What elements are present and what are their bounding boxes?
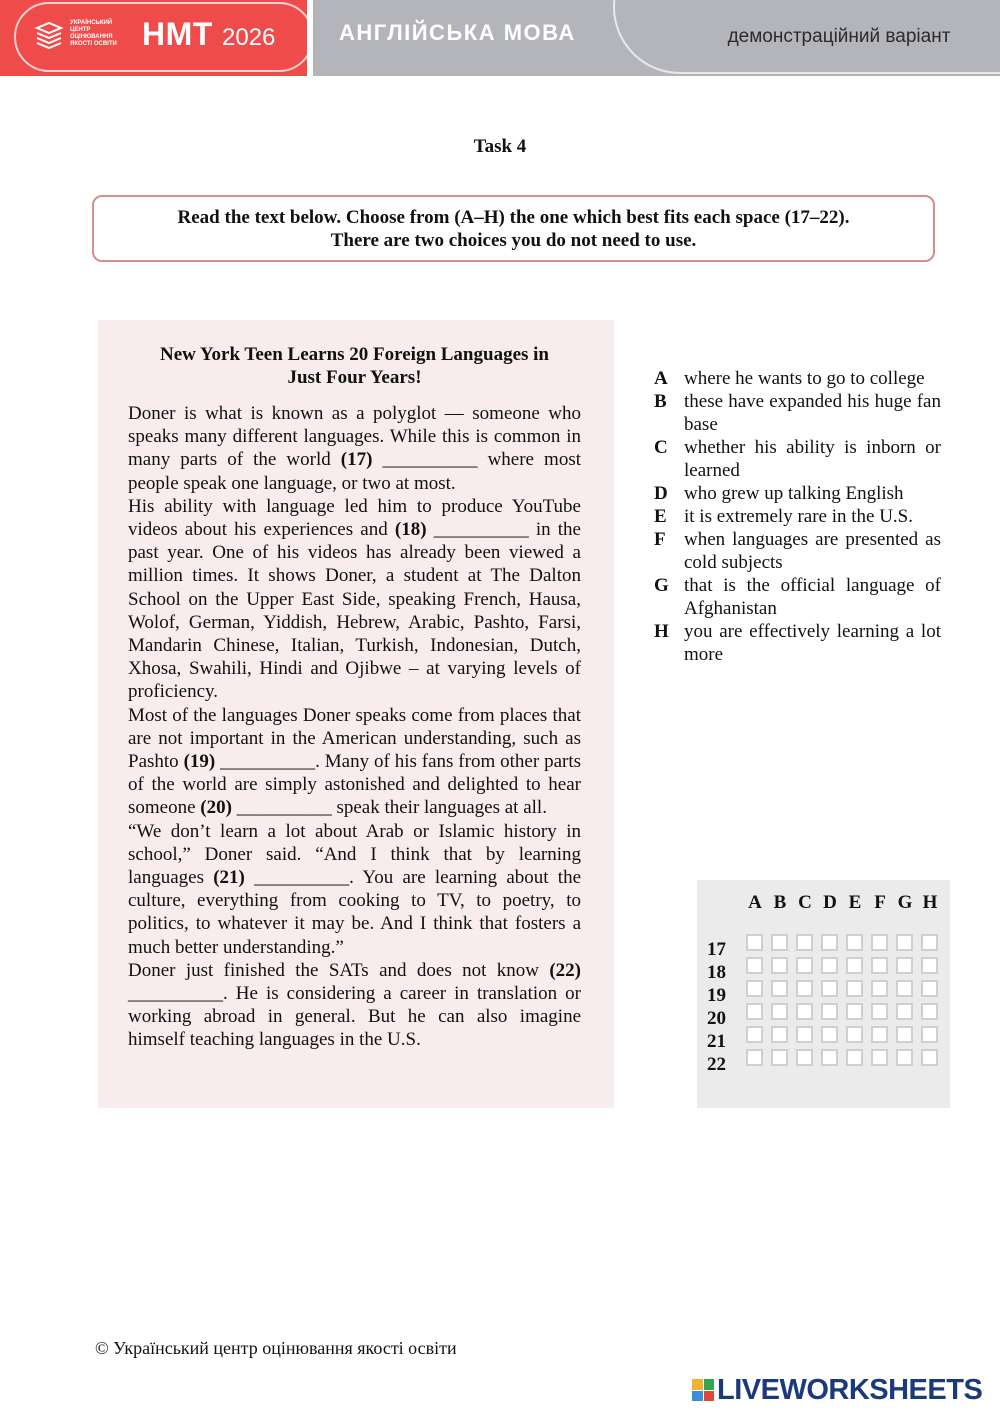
answer-checkbox[interactable] — [921, 980, 938, 997]
option-letter: F — [654, 529, 666, 550]
answer-checkbox[interactable] — [821, 1026, 838, 1043]
answer-checkbox[interactable] — [821, 934, 838, 951]
answer-checkbox[interactable] — [896, 957, 913, 974]
option-text: where he wants to go to college — [684, 368, 925, 389]
answer-checkbox[interactable] — [796, 1003, 813, 1020]
answer-checkbox[interactable] — [896, 1026, 913, 1043]
answer-checkbox[interactable] — [821, 980, 838, 997]
answer-checkbox[interactable] — [896, 934, 913, 951]
option-text: who grew up talking English — [684, 483, 904, 504]
task-title: Task 4 — [473, 136, 527, 157]
logo-square — [704, 1391, 715, 1402]
option-text: you are effectively learning a lot more — [684, 621, 941, 665]
answer-checkbox[interactable] — [921, 1049, 938, 1066]
answer-checkbox[interactable] — [771, 1049, 788, 1066]
answer-checkbox[interactable] — [846, 980, 863, 997]
answer-checkbox[interactable] — [846, 1003, 863, 1020]
gap-number: (22) — [549, 959, 581, 981]
grid-row-label: 17 — [707, 939, 726, 960]
liveworksheets-brand — [692, 1374, 982, 1406]
answer-checkbox[interactable] — [796, 980, 813, 997]
option-item — [654, 390, 941, 436]
copyright-notice: © Український центр оцінювання якості освіти — [95, 1338, 457, 1358]
answer-checkbox[interactable] — [846, 1049, 863, 1066]
option-item — [654, 367, 941, 390]
variant-label: демонстраційний варіант — [727, 26, 951, 47]
answer-checkbox[interactable] — [771, 1003, 788, 1020]
option-letter: A — [654, 368, 668, 389]
answer-checkbox[interactable] — [871, 934, 888, 951]
subject-title: АНГЛІЙСЬКА МОВА — [339, 20, 576, 45]
answer-blank: __________ — [254, 867, 350, 889]
answer-checkbox[interactable] — [746, 957, 763, 974]
grid-row-label: 22 — [707, 1054, 726, 1075]
answer-checkbox[interactable] — [846, 934, 863, 951]
brand-name: LIVEWORKSHEETS — [717, 1373, 983, 1406]
answer-checkbox[interactable] — [746, 980, 763, 997]
option-text: it is extremely rare in the U.S. — [684, 506, 913, 527]
liveworksheets-logo-icon — [692, 1379, 714, 1401]
grid-column-label: A — [748, 892, 762, 913]
answer-checkbox[interactable] — [921, 934, 938, 951]
logo-square — [692, 1379, 703, 1390]
option-letter: H — [654, 621, 669, 642]
passage-paragraph: “We don’t learn a lot about Arab or Islamic history in school,” Doner said. “And I think that by learning languages (21) __________. You are learning about the culture, everything from cooking to TV, to poetry, to politics, to whatever it may be. And I think that fosters a much better understanding.” — [128, 820, 582, 958]
answer-blank: __________ — [433, 519, 529, 541]
answer-checkbox[interactable] — [771, 934, 788, 951]
answer-grid — [697, 880, 950, 1108]
grid-column-label: D — [823, 892, 837, 913]
answer-checkbox[interactable] — [746, 1026, 763, 1043]
answer-blank: __________ — [128, 983, 223, 1005]
gap-number: (21) — [213, 867, 245, 889]
answer-checkbox[interactable] — [846, 1026, 863, 1043]
answer-checkbox[interactable] — [796, 1049, 813, 1066]
answer-checkbox[interactable] — [796, 934, 813, 951]
answer-checkbox[interactable] — [821, 1049, 838, 1066]
option-item — [654, 436, 941, 482]
answer-checkbox[interactable] — [871, 957, 888, 974]
option-letter: C — [654, 437, 668, 458]
task-instruction: Read the text below. Choose from (A–H) the one which best fits each space (17–22). There are two choices you do not need to use. — [92, 195, 935, 262]
answer-checkbox[interactable] — [796, 957, 813, 974]
answer-checkbox[interactable] — [921, 1003, 938, 1020]
passage-paragraph: Most of the languages Doner speaks come from places that are not important in the American understanding, such as Pashto (19) __________. Many of his fans from other parts of the world are simply astonished and delighted to hear someone (20) __________ speak their languages at all. — [128, 704, 581, 819]
option-text: these have expanded his huge fan base — [684, 391, 941, 435]
answer-checkbox[interactable] — [871, 980, 888, 997]
ucoea-logo-icon — [34, 20, 64, 50]
passage-paragraph: Doner just finished the SATs and does not know (22) __________. He is considering a career in translation or working abroad in general. But he can also imagine himself teaching languages in the U.S. — [128, 959, 581, 1051]
passage-paragraph: Doner is what is known as a polyglot — someone who speaks many different languages. While this is common in many parts of the world (17) __________ where most people speak one language, or two at most. — [128, 403, 581, 494]
answer-checkbox[interactable] — [746, 934, 763, 951]
answer-checkbox[interactable] — [871, 1049, 888, 1066]
option-letter: E — [654, 506, 667, 527]
grid-column-label: B — [773, 892, 787, 913]
option-letter: D — [654, 483, 668, 504]
answer-checkbox[interactable] — [771, 980, 788, 997]
grid-column-label: G — [897, 892, 913, 913]
grid-row-label: 18 — [707, 962, 726, 983]
grid-column-label: H — [922, 892, 938, 913]
logo-square — [692, 1391, 703, 1402]
answer-checkbox[interactable] — [896, 1049, 913, 1066]
page-header — [0, 0, 1000, 76]
answer-blank: __________ — [236, 797, 332, 819]
answer-checkbox[interactable] — [771, 1026, 788, 1043]
option-item — [654, 505, 941, 528]
passage-paragraph: His ability with language led him to produce YouTube videos about his experiences and (18) __________ in the past year. One of his videos has already been viewed a million times. It shows Doner, a student at The Dalton School on the Upper East Side, speaking French, Hausa, Wolof, German, Yiddish, Hebrew, Arabic, Pashto, Farsi, Mandarin Chinese, Italian, Turkish, Indonesian, Dutch, Xhosa, Swahili, Hindi and Ojibwe – at varying levels of proficiency. — [128, 495, 581, 703]
option-text: whether his ability is inborn or learned — [684, 437, 941, 481]
answer-blank: __________ — [382, 449, 478, 471]
gap-number: (17) — [340, 449, 373, 471]
grid-column-label: F — [874, 892, 886, 913]
answer-checkbox[interactable] — [821, 957, 838, 974]
exam-year: 2026 — [222, 24, 276, 51]
option-letter: B — [654, 391, 667, 412]
answer-checkbox[interactable] — [896, 980, 913, 997]
passage-title: New York Teen Learns 20 Foreign Languages in Just Four Years! — [159, 344, 549, 388]
option-letter: G — [654, 575, 669, 596]
answer-options — [654, 367, 941, 666]
grid-column-label: E — [848, 892, 862, 913]
answer-checkbox[interactable] — [871, 1003, 888, 1020]
answer-blank: __________ — [220, 751, 316, 773]
grid-row-label: 19 — [707, 985, 726, 1006]
answer-checkbox[interactable] — [921, 957, 938, 974]
exam-name: НМТ — [142, 16, 213, 52]
answer-checkbox[interactable] — [796, 1026, 813, 1043]
option-item — [654, 620, 941, 666]
header-org-name: УКРАЇНСЬКИЙ ЦЕНТР ОЦІНЮВАННЯ ЯКОСТІ ОСВІТИ — [70, 20, 117, 47]
gap-number: (18) — [394, 519, 427, 541]
option-item — [654, 482, 941, 505]
header-brand-block — [0, 0, 307, 76]
logo-square — [704, 1379, 715, 1390]
option-item — [654, 528, 941, 574]
option-item — [654, 574, 941, 620]
header-subject-block — [313, 0, 1000, 76]
answer-checkbox[interactable] — [771, 957, 788, 974]
option-text: that is the official language of Afghanistan — [684, 575, 941, 619]
option-text: when languages are presented as cold subjects — [684, 529, 941, 573]
answer-checkbox[interactable] — [871, 1026, 888, 1043]
answer-checkbox[interactable] — [746, 1003, 763, 1020]
answer-checkbox[interactable] — [846, 957, 863, 974]
answer-checkbox[interactable] — [746, 1049, 763, 1066]
answer-checkbox[interactable] — [896, 1003, 913, 1020]
grid-row-label: 20 — [707, 1008, 726, 1029]
answer-checkbox[interactable] — [821, 1003, 838, 1020]
gap-number: (20) — [200, 797, 232, 819]
reading-passage — [98, 320, 614, 1108]
gap-number: (19) — [183, 751, 216, 773]
answer-checkbox[interactable] — [921, 1026, 938, 1043]
grid-row-label: 21 — [707, 1031, 726, 1052]
grid-column-label: C — [798, 892, 812, 913]
